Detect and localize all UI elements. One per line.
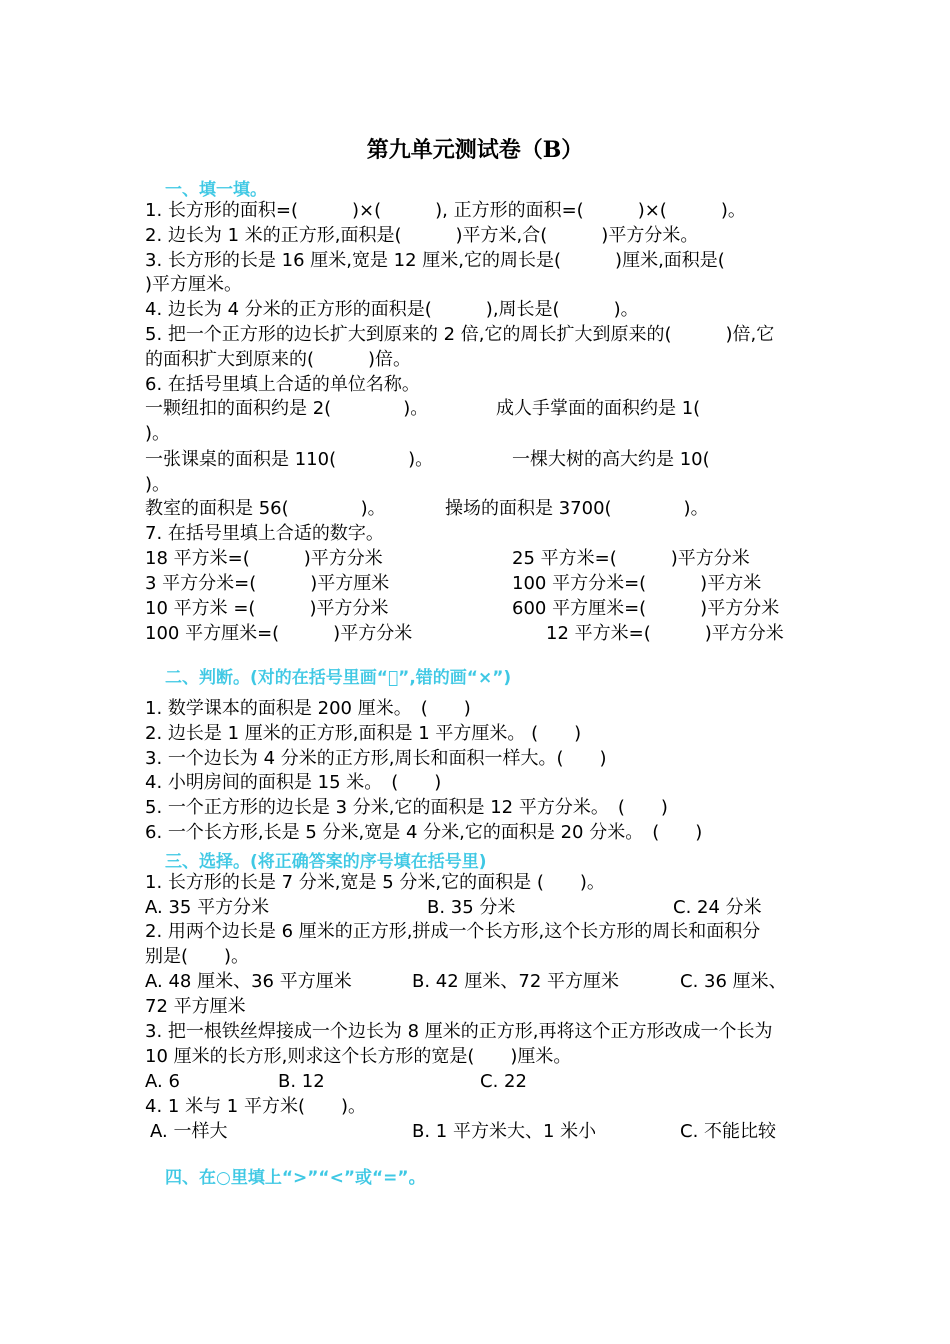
question-1-7-item: 3 平方分米=( )平方厘米 [145,573,390,594]
question-1-6-item-2: 成人手掌面的面积约是 1( [496,398,701,419]
choice-question-2: 2. 用两个边长是 6 厘米的正方形,拼成一个长方形,这个长方形的周长和面积分 [145,921,761,942]
question-1-7: 7. 在括号里填上合适的数字。 [145,523,384,544]
page-title: 第九单元测试卷（B） [366,137,584,163]
judge-item-1: 1. 数学课本的面积是 200 厘米。 ( ) [145,698,471,719]
section-4-heading: 四、在○里填上“>”“<”或“=”。 [165,1168,426,1188]
question-1-4: 4. 边长为 4 分米的正方形的面积是( ),周长是( )。 [145,299,639,320]
question-1-5-cont: 的面积扩大到原来的( )倍。 [145,349,412,370]
judge-item-5: 5. 一个正方形的边长是 3 分米,它的面积是 12 平方分米。 ( ) [145,797,668,818]
question-1-6-item-3: 一张课桌的面积是 110( )。 [145,449,434,470]
question-1-6-item-4-cont: )。 [145,474,171,495]
choice-question-4: 4. 1 米与 1 平方米( )。 [145,1096,367,1117]
question-1-3-cont: )平方厘米。 [145,274,243,295]
choice-option-b: B. 42 厘米、72 平方厘米 [412,971,620,992]
question-1-5: 5. 把一个正方形的边长扩大到原来的 2 倍,它的周长扩大到原来的( )倍,它 [145,324,775,345]
choice-option-c-cont: 72 平方厘米 [145,996,246,1017]
judge-item-3: 3. 一个边长为 4 分米的正方形,周长和面积一样大。( ) [145,748,607,769]
question-1-6-item-4: 一棵大树的高大约是 10( [512,449,710,470]
choice-option-b: B. 35 分米 [427,897,516,918]
choice-option-b: B. 12 [278,1071,325,1092]
section-2-heading: 二、判断。(对的在括号里画“ ”,错的画“×”) [165,668,512,688]
choice-question-2-cont: 别是( )。 [145,946,250,967]
choice-option-c: C. 不能比较 [680,1121,777,1142]
choice-option-a: A. 35 平方分米 [145,897,270,918]
choice-question-3-cont: 10 厘米的长方形,则求这个长方形的宽是( )厘米。 [145,1046,572,1067]
section-3-heading: 三、选择。(将正确答案的序号填在括号里) [165,852,487,872]
question-1-7-item: 100 平方厘米=( )平方分米 [145,623,413,644]
question-1-7-item: 10 平方米 =( )平方分米 [145,598,389,619]
question-1-2: 2. 边长为 1 米的正方形,面积是( )平方米,合( )平方分米。 [145,225,699,246]
question-1-6-item-2-cont: )。 [145,423,171,444]
judge-item-6: 6. 一个长方形,长是 5 分米,宽是 4 分米,它的面积是 20 分米。 ( ) [145,822,703,843]
choice-option-b: B. 1 平方米大、1 米小 [412,1121,597,1142]
choice-option-a: A. 48 厘米、36 平方厘米 [145,971,352,992]
choice-question-1: 1. 长方形的长是 7 分米,宽是 5 分米,它的面积是 ( )。 [145,872,605,893]
choice-option-a: A. 一样大 [150,1121,228,1142]
question-1-7-item: 100 平方分米=( )平方米 [512,573,762,594]
question-1-3: 3. 长方形的长是 16 厘米,宽是 12 厘米,它的周长是( )厘米,面积是( [145,250,725,271]
choice-question-3: 3. 把一根铁丝焊接成一个边长为 8 厘米的正方形,再将这个正方形改成一个长为 [145,1021,773,1042]
question-1-6-item-6: 操场的面积是 3700( )。 [445,498,709,519]
judge-item-4: 4. 小明房间的面积是 15 米。 ( ) [145,772,442,793]
question-1-1: 1. 长方形的面积=( )×( ), 正方形的面积=( )×( )。 [145,200,746,221]
question-1-7-item: 18 平方米=( )平方分米 [145,548,383,569]
question-1-7-item: 25 平方米=( )平方分米 [512,548,750,569]
question-1-6-item-1: 一颗纽扣的面积约是 2( )。 [145,398,429,419]
question-1-7-item: 600 平方厘米=( )平方分米 [512,598,780,619]
judge-item-2: 2. 边长是 1 厘米的正方形,面积是 1 平方厘米。 ( ) [145,723,582,744]
question-1-7-item: 12 平方米=( )平方分米 [546,623,784,644]
choice-option-c: C. 36 厘米、 [680,971,787,992]
choice-option-c: C. 22 [480,1071,527,1092]
choice-option-c: C. 24 分米 [673,897,762,918]
choice-option-a: A. 6 [145,1071,180,1092]
question-1-6: 6. 在括号里填上合适的单位名称。 [145,374,420,395]
section-1-heading: 一、填一填。 [165,180,267,200]
question-1-6-item-5: 教室的面积是 56( )。 [145,498,386,519]
